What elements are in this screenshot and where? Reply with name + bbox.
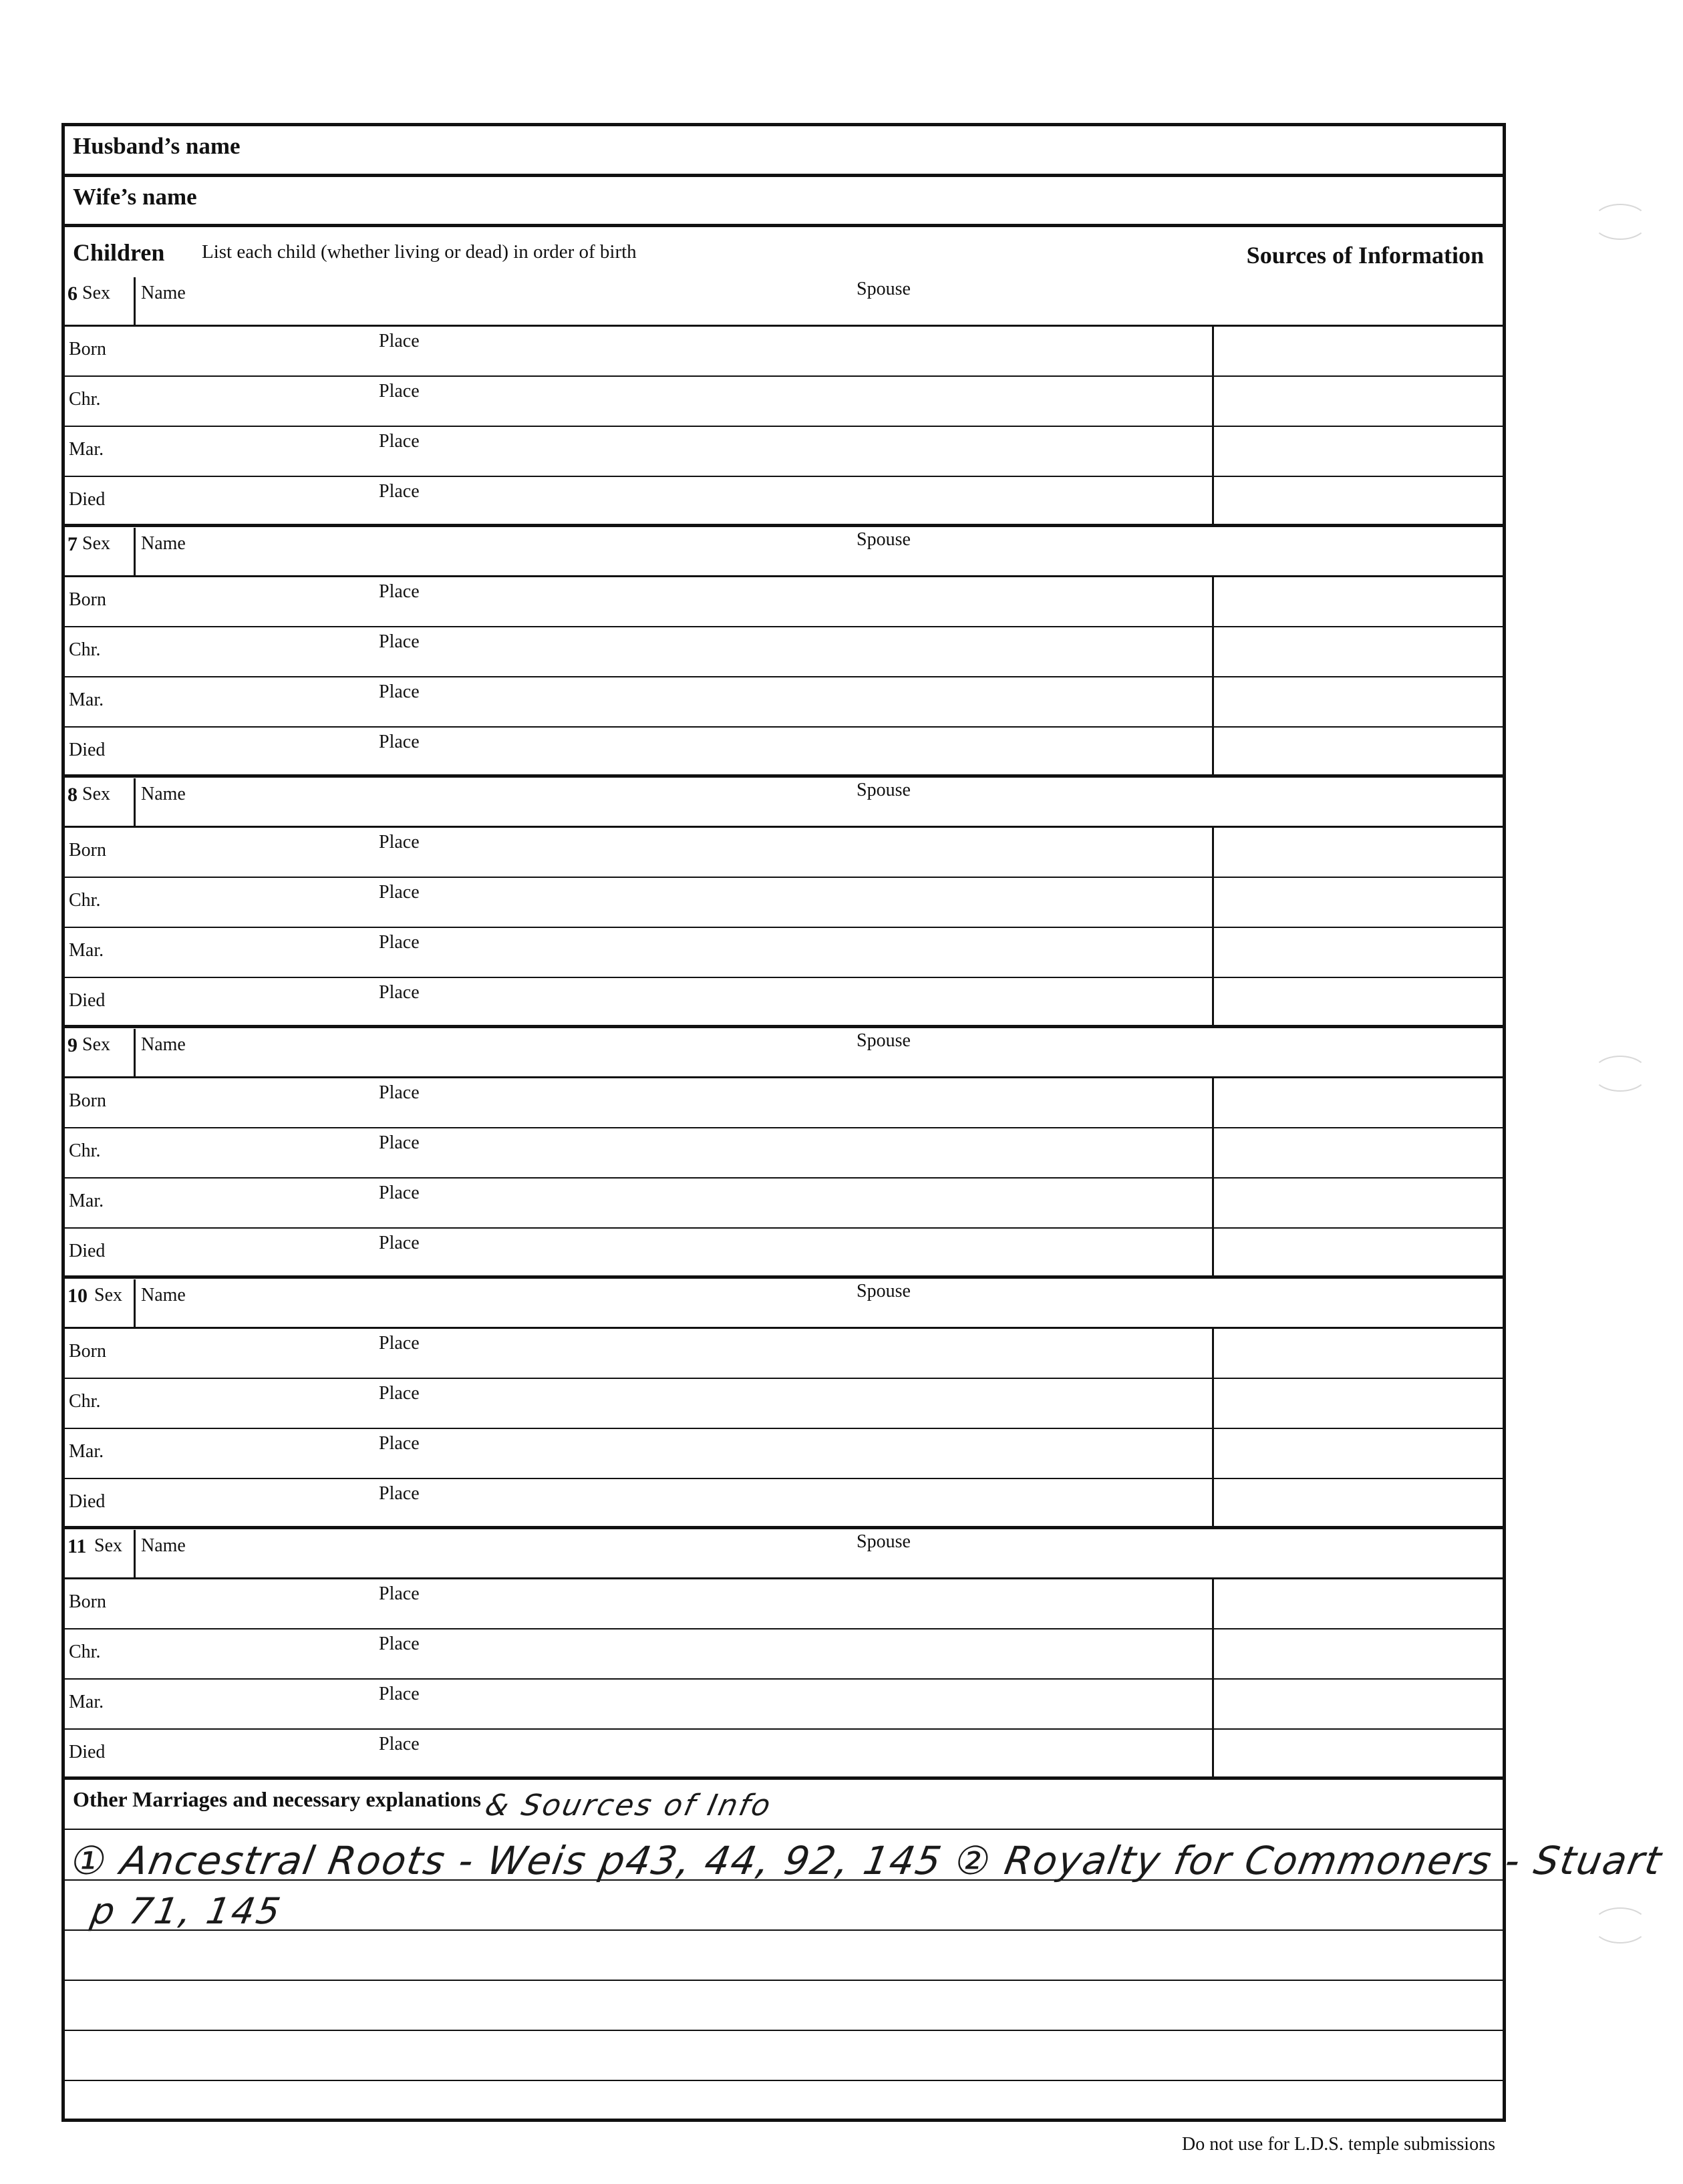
married-label: Mar. (69, 689, 104, 710)
name-label: Name (141, 283, 186, 303)
sex-label: Sex (94, 1535, 122, 1556)
ruled-line (65, 1980, 1503, 1981)
married-row[interactable] (65, 1179, 1503, 1229)
punch-hole (1592, 1056, 1648, 1092)
child-number: 7 (67, 533, 78, 555)
born-label: Born (69, 1090, 106, 1111)
place-label: Place (379, 1132, 420, 1153)
handwritten-source-line-1: ① Ancestral Roots - Weis p43, 44, 92, 145 ② Royalty for Commoners - Stuart (67, 1838, 1666, 1883)
child-number: 6 (67, 283, 78, 305)
place-label: Place (379, 381, 420, 402)
born-label: Born (69, 589, 106, 610)
died-label: Died (69, 1742, 106, 1762)
child-name-row[interactable] (65, 1029, 1503, 1078)
place-label: Place (379, 1483, 420, 1504)
born-row[interactable] (65, 1078, 1503, 1128)
punch-hole (1592, 1907, 1648, 1943)
handwritten-sources-header: & Sources of Info (482, 1788, 776, 1823)
place-label: Place (379, 1433, 420, 1454)
sources-column-divider (1212, 828, 1214, 1025)
name-field[interactable] (134, 528, 186, 575)
christened-label: Chr. (69, 1140, 101, 1161)
christened-row[interactable] (65, 1629, 1503, 1680)
christened-label: Chr. (69, 1391, 101, 1412)
place-label: Place (379, 631, 420, 652)
child-name-row[interactable] (65, 1530, 1503, 1579)
place-label: Place (379, 1684, 420, 1704)
sources-column-divider (1212, 1579, 1214, 1776)
child-entry (65, 778, 1503, 1028)
children-instruction: List each child (whether living or dead) in order of birth (202, 241, 637, 263)
place-label: Place (379, 331, 420, 351)
spouse-label: Spouse (857, 1531, 911, 1552)
christened-label: Chr. (69, 389, 101, 410)
christened-row[interactable] (65, 377, 1503, 427)
other-marriages-label: Other Marriages and necessary explanations (73, 1787, 481, 1811)
child-name-row[interactable] (65, 1279, 1503, 1329)
child-number: 11 (67, 1535, 87, 1557)
born-row[interactable] (65, 1579, 1503, 1629)
place-label: Place (379, 681, 420, 702)
name-field[interactable] (134, 1530, 186, 1577)
name-label: Name (141, 533, 186, 554)
name-label: Name (141, 1034, 186, 1055)
married-label: Mar. (69, 940, 104, 961)
place-label: Place (379, 1183, 420, 1203)
place-label: Place (379, 932, 420, 953)
married-row[interactable] (65, 1429, 1503, 1479)
christened-row[interactable] (65, 1379, 1503, 1429)
child-entry (65, 1530, 1503, 1780)
place-label: Place (379, 581, 420, 602)
place-label: Place (379, 832, 420, 852)
place-label: Place (379, 1233, 420, 1253)
child-entry (65, 277, 1503, 527)
married-row[interactable] (65, 677, 1503, 728)
died-label: Died (69, 489, 106, 510)
christened-label: Chr. (69, 639, 101, 660)
sex-label: Sex (82, 784, 110, 804)
died-label: Died (69, 1241, 106, 1261)
name-field[interactable] (134, 1279, 186, 1327)
spouse-label: Spouse (857, 529, 911, 550)
footer-notice: Do not use for L.D.S. temple submissions (1182, 2134, 1495, 2155)
child-entry (65, 1029, 1503, 1279)
place-label: Place (379, 1383, 420, 1404)
place-label: Place (379, 1583, 420, 1604)
married-row[interactable] (65, 1680, 1503, 1730)
wife-name-label: Wife’s name (73, 184, 197, 210)
sex-label: Sex (82, 1034, 110, 1055)
ruled-line (65, 2080, 1503, 2081)
spouse-label: Spouse (857, 1030, 911, 1051)
place-label: Place (379, 982, 420, 1003)
child-name-row[interactable] (65, 778, 1503, 828)
christened-row[interactable] (65, 878, 1503, 928)
christened-row[interactable] (65, 627, 1503, 677)
place-label: Place (379, 1082, 420, 1103)
christened-row[interactable] (65, 1128, 1503, 1179)
punch-hole (1592, 204, 1648, 240)
born-label: Born (69, 339, 106, 359)
place-label: Place (379, 431, 420, 452)
sources-column-divider (1212, 1329, 1214, 1526)
child-number: 10 (67, 1285, 88, 1307)
ruled-line (65, 1929, 1503, 1931)
name-field[interactable] (134, 778, 186, 826)
christened-label: Chr. (69, 1642, 101, 1662)
child-number: 9 (67, 1034, 78, 1056)
died-row[interactable] (65, 978, 1503, 1028)
ruled-line (65, 1829, 1503, 1830)
place-label: Place (379, 882, 420, 903)
died-row[interactable] (65, 728, 1503, 778)
sex-label: Sex (82, 283, 110, 303)
sex-label: Sex (82, 533, 110, 554)
place-label: Place (379, 1333, 420, 1354)
spouse-label: Spouse (857, 279, 911, 299)
place-label: Place (379, 481, 420, 502)
name-field[interactable] (134, 1029, 186, 1076)
died-row[interactable] (65, 1229, 1503, 1279)
child-name-row[interactable] (65, 528, 1503, 577)
name-label: Name (141, 1535, 186, 1556)
sources-column-divider (1212, 327, 1214, 524)
child-number: 8 (67, 784, 78, 806)
died-row[interactable] (65, 1730, 1503, 1780)
place-label: Place (379, 1633, 420, 1654)
wife-name-row[interactable] (65, 177, 1503, 227)
handwritten-source-line-2: p 71, 145 (88, 1890, 286, 1932)
name-label: Name (141, 1285, 186, 1305)
spouse-label: Spouse (857, 780, 911, 800)
place-label: Place (379, 732, 420, 752)
born-row[interactable] (65, 577, 1503, 627)
child-entry (65, 1279, 1503, 1529)
married-label: Mar. (69, 1441, 104, 1462)
husband-name-label: Husband’s name (73, 133, 241, 159)
married-row[interactable] (65, 427, 1503, 477)
born-label: Born (69, 1341, 106, 1362)
died-row[interactable] (65, 477, 1503, 527)
sources-of-information-heading: Sources of Information (1246, 242, 1484, 269)
husband-name-row[interactable] (65, 126, 1503, 177)
sex-label: Sex (94, 1285, 122, 1305)
born-row[interactable] (65, 828, 1503, 878)
other-marriages-section[interactable] (65, 1782, 1666, 2119)
born-label: Born (69, 1591, 106, 1612)
married-row[interactable] (65, 928, 1503, 978)
name-field[interactable] (134, 277, 186, 325)
died-label: Died (69, 1491, 106, 1512)
born-row[interactable] (65, 327, 1503, 377)
christened-label: Chr. (69, 890, 101, 911)
married-label: Mar. (69, 439, 104, 460)
spouse-label: Spouse (857, 1281, 911, 1301)
born-label: Born (69, 840, 106, 861)
sources-column-divider (1212, 1078, 1214, 1275)
born-row[interactable] (65, 1329, 1503, 1379)
children-title: Children (73, 239, 165, 266)
ruled-line (65, 2030, 1503, 2031)
sources-column-divider (1212, 577, 1214, 774)
name-label: Name (141, 784, 186, 804)
child-name-row[interactable] (65, 277, 1503, 327)
married-label: Mar. (69, 1191, 104, 1211)
child-entry (65, 528, 1503, 778)
family-group-record-form (61, 123, 1666, 2122)
died-label: Died (69, 740, 106, 760)
died-row[interactable] (65, 1479, 1503, 1529)
married-label: Mar. (69, 1692, 104, 1712)
place-label: Place (379, 1734, 420, 1754)
died-label: Died (69, 990, 106, 1011)
